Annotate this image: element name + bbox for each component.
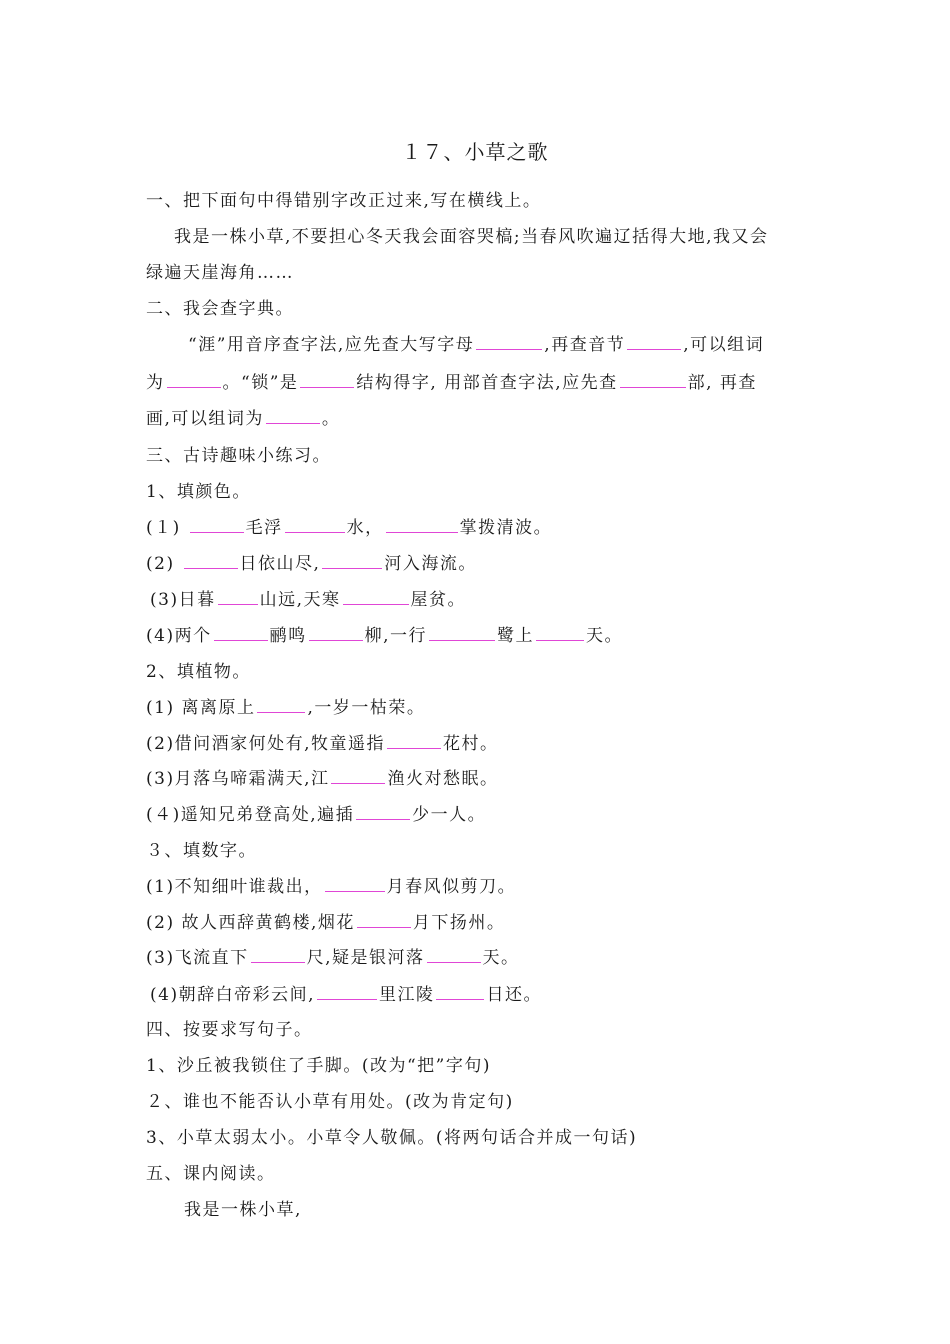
number-item-1: (1)不知细叶谁裁出， 月春风似剪刀。 — [146, 877, 517, 897]
blank[interactable] — [190, 518, 244, 533]
sentence-task-1: 1、沙丘被我锁住了手脚。(改为“把”字句) — [146, 1056, 491, 1076]
blank-radical[interactable] — [620, 373, 686, 388]
blank[interactable] — [387, 734, 441, 749]
section-2-line-2: 为 。“锁”是 结构得字, 用部首查字法,应先查 部, 再查 — [146, 373, 757, 393]
section-2-line-1: “涯”用音序查字法,应先查大写字母 ,再查音节 ,可以组词 — [188, 335, 765, 355]
blank[interactable] — [309, 626, 363, 641]
section-2-heading: 二、我会查字典。 — [146, 299, 294, 319]
blank[interactable] — [386, 518, 458, 533]
blank[interactable] — [357, 913, 411, 928]
color-item-4: (4)两个 鹂鸣 柳,一行 鹭上 天。 — [146, 626, 623, 646]
blank[interactable] — [429, 626, 495, 641]
group-colors-label: 1、填颜色。 — [146, 482, 251, 502]
blank[interactable] — [356, 805, 410, 820]
blank[interactable] — [427, 948, 481, 963]
blank-word-1[interactable] — [167, 373, 221, 388]
group-numbers-label: ３、填数字。 — [146, 841, 257, 861]
blank-structure[interactable] — [300, 373, 354, 388]
blank-syllable[interactable] — [627, 335, 681, 350]
sentence-task-3: 3、小草太弱太小。小草令人敬佩。(将两句话合并成一句话) — [146, 1128, 638, 1148]
blank[interactable] — [184, 554, 238, 569]
group-plants-label: 2、填植物。 — [146, 662, 251, 682]
blank[interactable] — [436, 985, 484, 1000]
blank-word-2[interactable] — [266, 409, 320, 424]
plant-item-4: (４)遥知兄弟登高处,遍插 少一人。 — [146, 805, 487, 825]
blank[interactable] — [214, 626, 268, 641]
sentence-task-2: ２、谁也不能否认小草有用处。(改为肯定句) — [146, 1092, 514, 1112]
plant-item-2: (2)借问酒家何处有,牧童遥指 花村。 — [146, 734, 499, 754]
blank[interactable] — [251, 948, 305, 963]
number-item-3: (3)飞流直下 尺,疑是银河落 天。 — [146, 948, 520, 968]
section-1-passage-line-2: 绿遍天崖海角…… — [146, 263, 294, 283]
page-title: １７、小草之歌 — [401, 140, 549, 164]
blank-capital-letter[interactable] — [476, 335, 542, 350]
number-item-2: (2) 故人西辞黄鹤楼,烟花 月下扬州。 — [146, 913, 506, 933]
blank[interactable] — [317, 985, 377, 1000]
blank[interactable] — [285, 518, 345, 533]
blank[interactable] — [218, 590, 258, 605]
reading-passage-line-1: 我是一株小草, — [184, 1200, 302, 1220]
blank[interactable] — [325, 877, 385, 892]
blank[interactable] — [536, 626, 584, 641]
blank[interactable] — [343, 590, 409, 605]
section-5-heading: 五、课内阅读。 — [146, 1164, 276, 1184]
section-4-heading: 四、按要求写句子。 — [146, 1020, 313, 1040]
plant-item-3: (3)月落乌啼霜满天,江 渔火对愁眠。 — [146, 769, 499, 789]
blank[interactable] — [322, 554, 382, 569]
section-1-passage-line-1: 我是一株小草,不要担心冬天我会面容哭槁;当春风吹遍辽括得大地,我又会 — [174, 227, 769, 247]
blank[interactable] — [257, 698, 305, 713]
color-item-2: (2) 日依山尽, 河入海流。 — [146, 554, 477, 574]
section-3-heading: 三、古诗趣味小练习。 — [146, 446, 331, 466]
plant-item-1: (1) 离离原上 ,一岁一枯荣。 — [146, 698, 426, 718]
section-1-heading: 一、把下面句中得错别字改正过来,写在横线上。 — [146, 191, 542, 211]
color-item-1: (１) 毛浮 水， 掌拨清波。 — [146, 518, 553, 538]
color-item-3: (3)日暮 山远,天寒 屋贫。 — [150, 590, 466, 610]
blank[interactable] — [331, 769, 385, 784]
section-2-line-3: 画,可以组词为 。 — [146, 409, 341, 429]
number-item-4: (4)朝辞白帝彩云间, 里江陵 日还。 — [150, 985, 542, 1005]
